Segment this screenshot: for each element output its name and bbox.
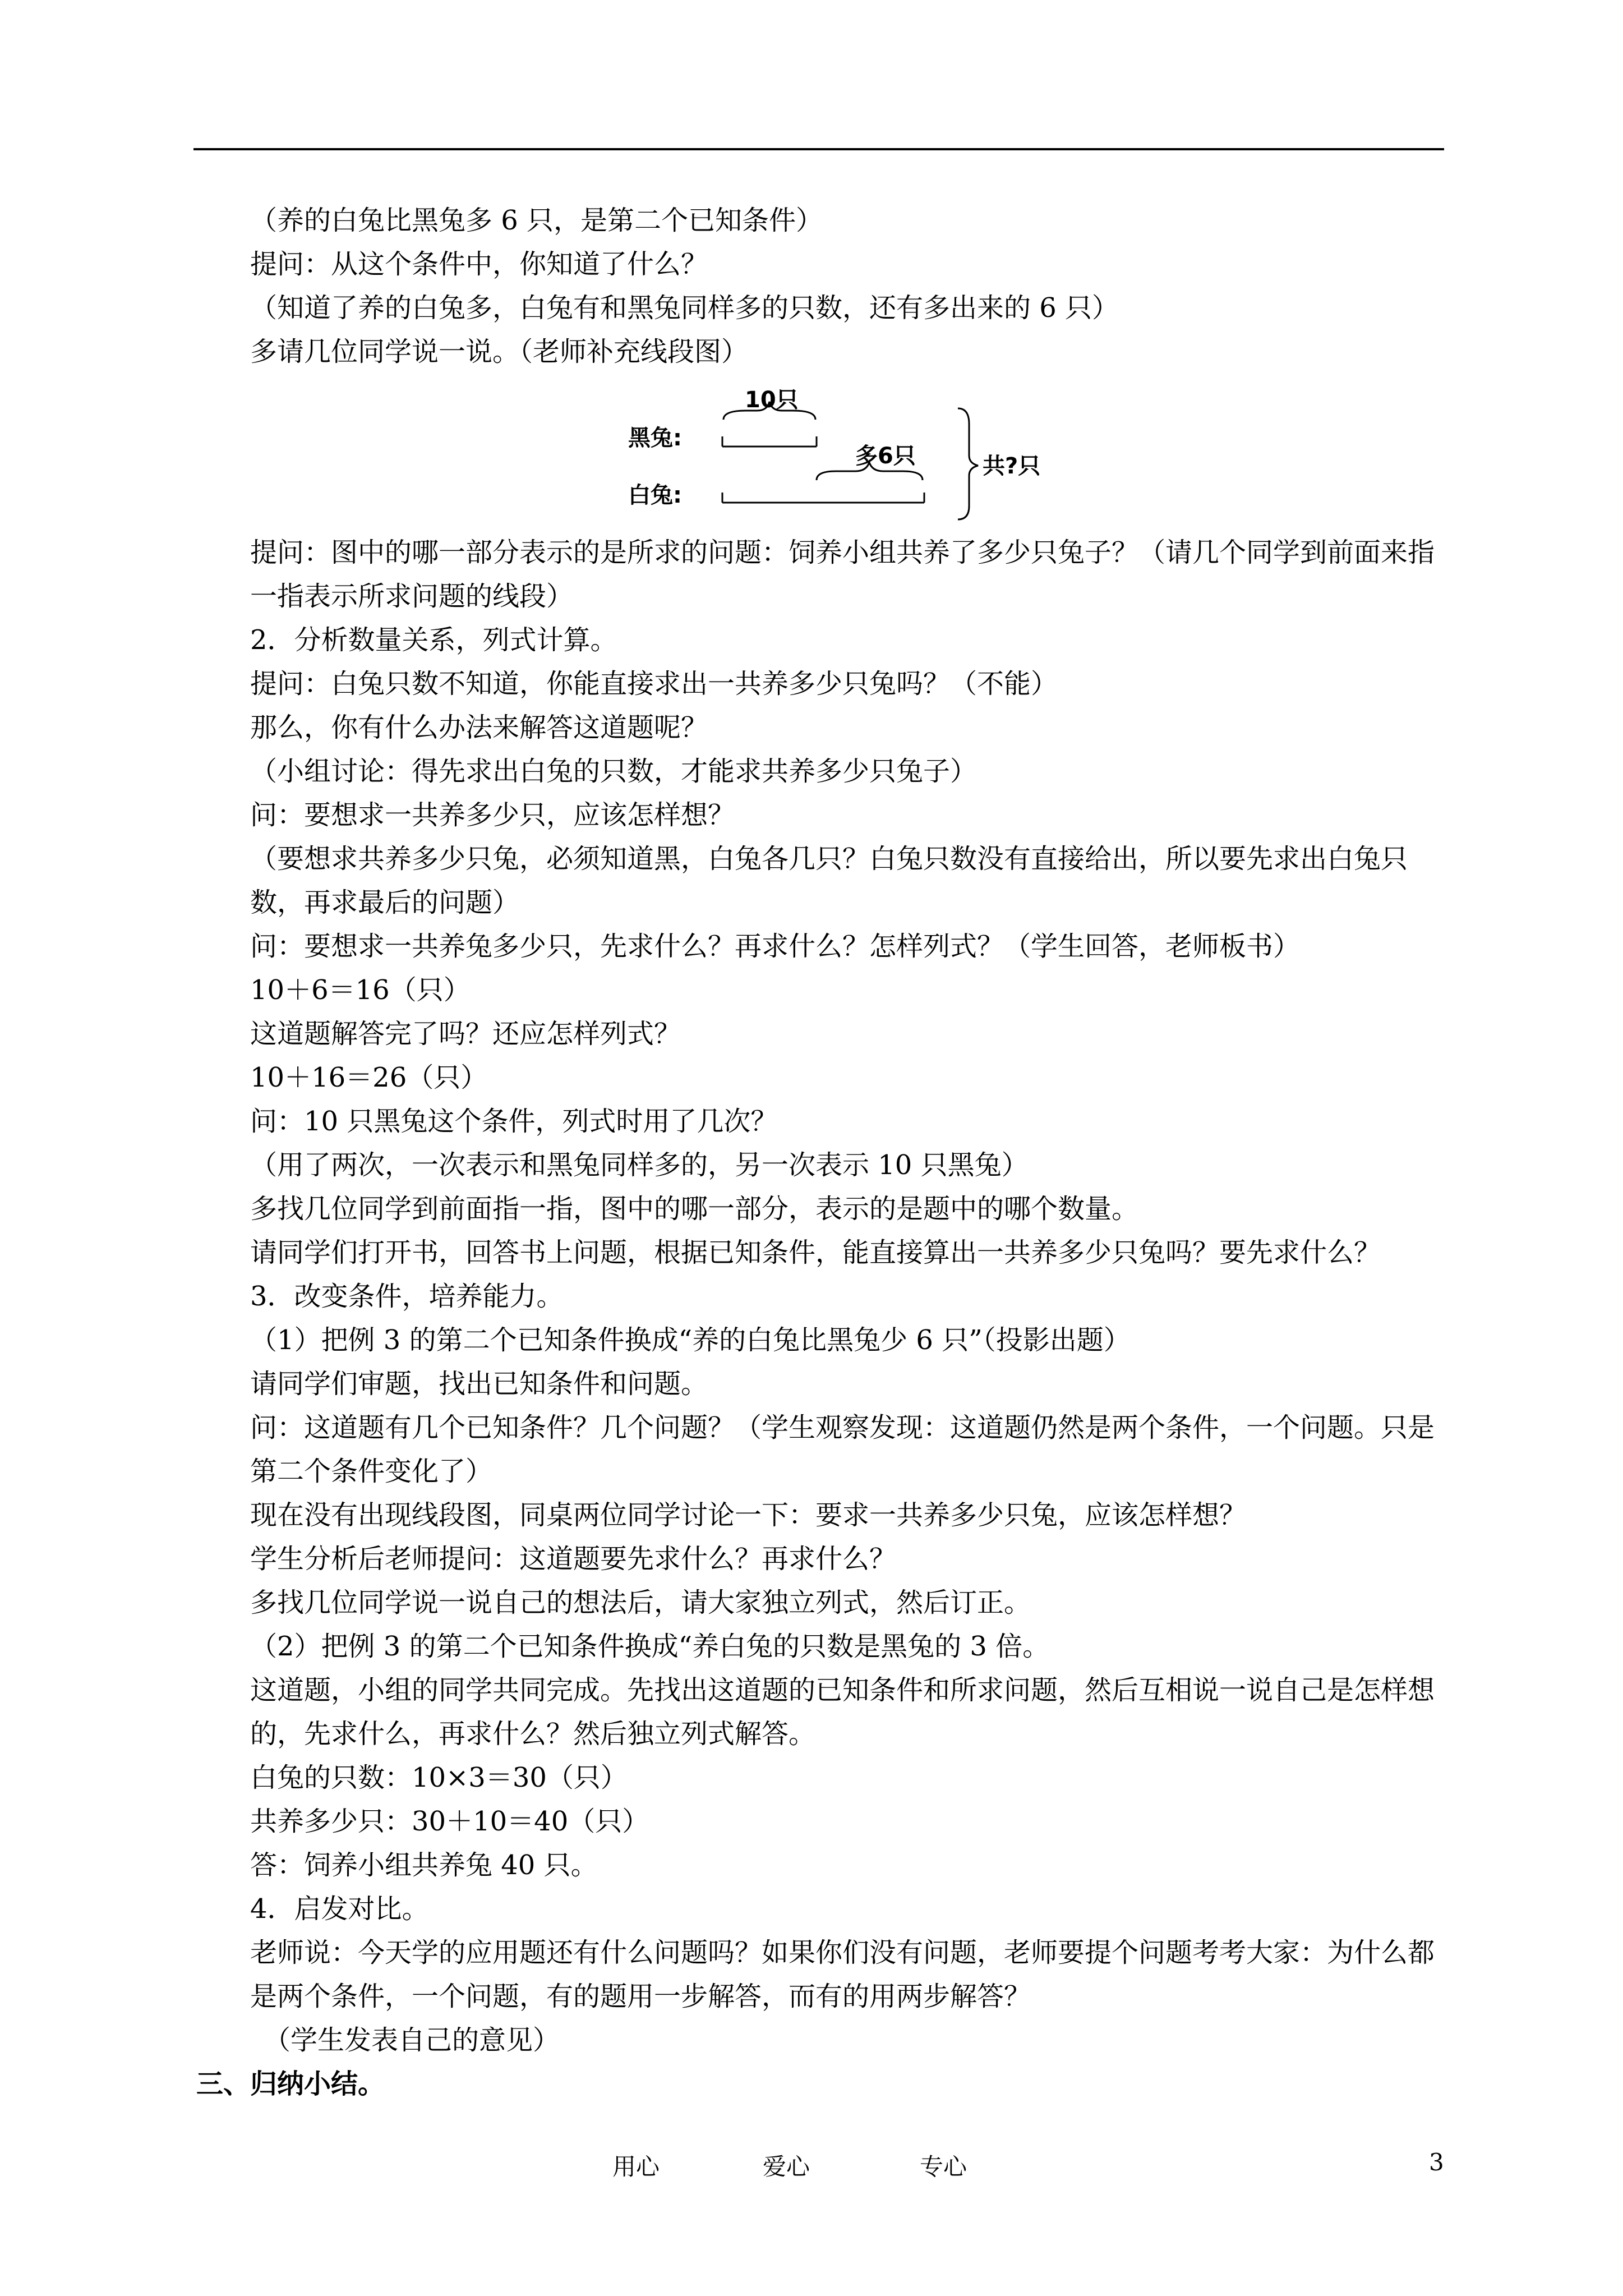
paragraph: 答：饲养小组共养兔 40 只。	[250, 1849, 598, 1881]
paragraph: （学生发表自己的意见）	[264, 2024, 560, 2056]
paragraph: 白兔的只数：10×3＝30（只）	[250, 1762, 628, 1793]
paragraph: （要想求共养多少只兔，必须知道黑，白兔各几只？白兔只数没有直接给出，所以要先求出白兔只数，再求最后的问题）	[250, 843, 1408, 918]
paragraph: 3．改变条件，培养能力。	[250, 1281, 564, 1312]
paragraph: 老师说：今天学的应用题还有什么问题吗？如果你们没有问题，老师要提个问题考考大家：为什么都是两个条件，一个问题，有的题用一步解答，而有的用两步解答？	[250, 1937, 1435, 2012]
paragraph: 提问：白兔只数不知道，你能直接求出一共养多少只兔吗？（不能）	[250, 668, 1058, 700]
line-segment-diagram	[196, 379, 1447, 525]
segment-diagram-svg	[606, 379, 1088, 525]
section-heading: 三、归纳小结。	[196, 2068, 385, 2100]
paragraph: 10＋6＝16（只）	[250, 974, 471, 1006]
paragraph: 这道题解答完了吗？还应怎样列式？	[250, 1018, 681, 1050]
white-rabbit-label: 白兔:	[628, 482, 682, 508]
header-rule	[193, 148, 1444, 150]
total-label: 共?只	[983, 453, 1041, 479]
paragraph: 2．分析数量关系，列式计算。	[250, 624, 617, 656]
paragraph: 提问：图中的哪一部分表示的是所求的问题：饲养小组共养了多少只兔子？（请几个同学到前面来指一指表示所求问题的线段）	[250, 537, 1435, 612]
paragraph: 多找几位同学到前面指一指，图中的哪一部分，表示的是题中的哪个数量。	[250, 1193, 1139, 1225]
document-body	[196, 199, 1447, 2106]
footer-left: 用心	[612, 2153, 660, 2180]
paragraph: 问：要想求一共养多少只，应该怎样想？	[250, 799, 735, 831]
paragraph: 学生分析后老师提问：这道题要先求什么？再求什么？	[250, 1543, 897, 1575]
paragraph: 问：这道题有几个已知条件？几个问题？（学生观察发现：这道题仍然是两个条件，一个问题。只是第二个条件变化了）	[250, 1412, 1435, 1487]
paragraph: 那么，你有什么办法来解答这道题呢？	[250, 712, 708, 743]
paragraph: 10＋16＝26（只）	[250, 1062, 488, 1093]
paragraph: 多请几位同学说一说。（老师补充线段图）	[250, 336, 749, 367]
total-brace	[958, 408, 978, 519]
paragraph: （知道了养的白兔多，白兔有和黑兔同样多的只数，还有多出来的 6 只）	[250, 292, 1119, 324]
paragraph: （用了两次，一次表示和黑兔同样多的，另一次表示 10 只黑兔）	[250, 1149, 1029, 1181]
paragraph: 4．启发对比。	[250, 1893, 429, 1925]
paragraph: 这道题，小组的同学共同完成。先找出这道题的已知条件和所求问题，然后互相说一说自己是怎样想的，先求什么，再求什么？然后独立列式解答。	[250, 1674, 1435, 1750]
paragraph: （1）把例 3 的第二个已知条件换成“养的白兔比黑兔少 6 只”（投影出题）	[250, 1324, 1131, 1356]
paragraph: （2）把例 3 的第二个已知条件换成“养白兔的只数是黑兔的 3 倍。	[250, 1631, 1050, 1662]
paragraph: 提问：从这个条件中，你知道了什么？	[250, 249, 708, 280]
paragraph: 问：10 只黑兔这个条件，列式时用了几次？	[250, 1106, 778, 1137]
paragraph: 请同学们打开书，回答书上问题，根据已知条件，能直接算出一共养多少只兔吗？要先求什么？	[250, 1237, 1381, 1268]
paragraph: 问：要想求一共养兔多少只，先求什么？再求什么？怎样列式？（学生回答，老师板书）	[250, 931, 1301, 962]
ten-label: 10只	[745, 387, 799, 413]
page-number: 3	[1429, 2148, 1444, 2176]
footer-middle: 爱心	[763, 2153, 810, 2180]
footer-right: 专心	[920, 2153, 967, 2180]
paragraph: 共养多少只：30＋10＝40（只）	[250, 1806, 649, 1837]
paragraph: 多找几位同学说一说自己的想法后，请大家独立列式，然后订正。	[250, 1587, 1031, 1618]
more-six-label: 多6只	[855, 443, 916, 469]
black-rabbit-label: 黑兔:	[628, 425, 682, 451]
paragraph: （养的白兔比黑兔多 6 只，是第二个已知条件）	[250, 205, 823, 236]
paragraph: （小组讨论：得先求出白兔的只数，才能求共养多少只兔子）	[250, 756, 978, 787]
paragraph: 现在没有出现线段图，同桌两位同学讨论一下：要求一共养多少只兔，应该怎样想？	[250, 1499, 1247, 1531]
paragraph: 请同学们审题，找出已知条件和问题。	[250, 1368, 708, 1400]
